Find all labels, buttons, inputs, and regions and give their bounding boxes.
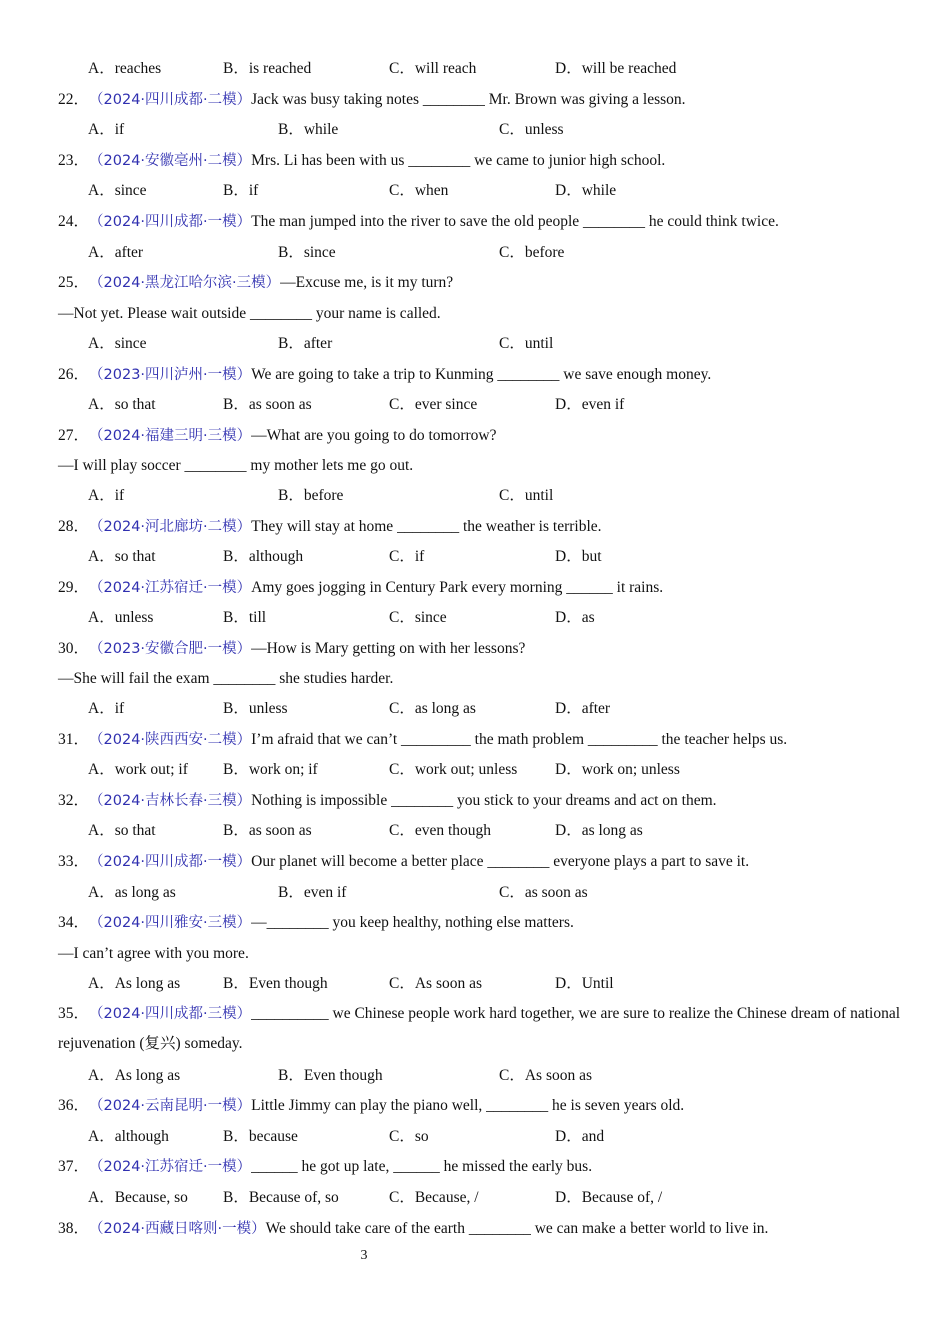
answer-options [88,547,888,567]
question-number: 37． [58,1158,90,1175]
question-text: —She will fail the exam ________ she studies harder. [58,670,394,687]
answer-option: B．after [278,335,333,352]
answer-option: A．reaches [88,60,162,77]
answer-option: B．till [223,609,267,626]
question-source: （2024·四川成都·二模） [89,92,252,108]
answer-option: D．after [555,700,611,717]
answer-option: C．before [499,244,565,261]
answer-option: D．as [555,609,595,626]
question-number: 27． [58,427,90,444]
answer-options [88,395,888,415]
answer-option: B．if [223,182,259,199]
answer-option: A．As long as [88,975,181,992]
dialogue-line [58,456,910,476]
answer-option: C．as long as [389,700,476,717]
answer-option: B．before [278,487,344,504]
answer-option: B．work on; if [223,761,318,778]
answer-option: A．As long as [88,1067,181,1084]
question-text: —What are you going to do tomorrow? [251,427,497,444]
question-text: Jack was busy taking notes ________ Mr. Brown was giving a lesson. [251,91,686,108]
question-number: 29． [58,579,90,596]
answer-option: A．if [88,700,125,717]
question-source: （2023·四川泸州·一模） [89,367,252,383]
question-source: （2024·江苏宿迁·一模） [89,1159,252,1175]
question-stem [58,426,910,446]
answer-options [88,59,888,79]
question-text: Little Jimmy can play the piano well, ________ he is seven years old. [251,1097,685,1114]
question-stem [58,151,910,171]
question-number: 38． [58,1220,90,1237]
answer-option: D．Because of, / [555,1189,663,1206]
answer-options [88,974,888,994]
question-text: ______ he got up late, ______ he missed the early bus. [251,1158,593,1175]
question-source: （2024·四川成都·一模） [89,854,252,870]
question-stem [58,852,910,872]
answer-options [88,760,888,780]
question-stem [58,273,910,293]
question-stem [58,791,910,811]
answer-option: D．as long as [555,822,643,839]
question-stem [58,1157,910,1177]
answer-options [88,883,888,903]
answer-option: C．so [389,1128,429,1145]
question-source: （2024·西藏日喀则·一模） [89,1221,266,1237]
answer-option: D．and [555,1128,605,1145]
question-stem [58,212,910,232]
answer-option: B．is reached [223,60,312,77]
answer-option: C．will reach [389,60,477,77]
question-text: __________ we Chinese people work hard together, we are sure to realize the Chinese dream of national rejuvenation (复兴) someday. [58,1005,901,1052]
answer-options [88,334,888,354]
question-number: 36． [58,1097,90,1114]
question-source: （2024·吉林长春·三模） [89,793,252,809]
question-stem [58,913,910,933]
question-number: 35． [58,1005,90,1022]
question-text: —________ you keep healthy, nothing else matters. [251,914,574,931]
answer-option: A．since [88,335,147,352]
question-text: —Not yet. Please wait outside ________ your name is called. [58,305,441,322]
question-text: —Excuse me, is it my turn? [280,274,454,291]
answer-option: C．Because, / [389,1189,479,1206]
answer-option: D．work on; unless [555,761,680,778]
answer-option: D．while [555,182,617,199]
answer-option: A．unless [88,609,154,626]
question-text: —I can’t agree with you more. [58,945,249,962]
question-number: 26． [58,366,90,383]
question-text: —How is Mary getting on with her lessons? [251,640,526,657]
answer-option: B．even if [278,884,347,901]
question-stem [58,639,910,659]
answer-options [88,699,888,719]
question-source: （2024·河北廊坊·二模） [89,519,252,535]
dialogue-line [58,304,910,324]
answer-option: B．because [223,1128,298,1145]
question-number: 30． [58,640,90,657]
question-stem [58,90,910,110]
question-source: （2024·福建三明·三模） [89,428,252,444]
question-number: 34． [58,914,90,931]
question-source: （2024·陕西西安·二模） [89,732,252,748]
answer-option: D．will be reached [555,60,677,77]
question-stem [58,1096,910,1116]
answer-option: C．As soon as [389,975,483,992]
answer-option: B．Because of, so [223,1189,339,1206]
question-number: 23． [58,152,90,169]
answer-option: A．if [88,121,125,138]
question-number: 25． [58,274,90,291]
answer-option: C．until [499,335,554,352]
question-stem [58,517,910,537]
answer-option: B．unless [223,700,288,717]
question-source: （2024·四川成都·一模） [89,214,252,230]
question-text: They will stay at home ________ the weather is terrible. [251,518,602,535]
answer-option: D．Until [555,975,614,992]
answer-option: A．so that [88,548,156,565]
answer-option: B．as soon as [223,822,312,839]
question-number: 22． [58,91,90,108]
question-text: I’m afraid that we can’t _________ the math problem _________ the teacher helps us. [251,731,788,748]
question-text: The man jumped into the river to save the old people ________ he could think twice. [251,213,779,230]
answer-option: B．while [278,121,339,138]
answer-option: A．after [88,244,144,261]
question-text: —I will play soccer ________ my mother lets me go out. [58,457,414,474]
question-stem [58,1219,910,1239]
answer-option: C．until [499,487,554,504]
answer-option: A．although [88,1128,169,1145]
answer-options [88,486,888,506]
question-source: （2024·黑龙江哈尔滨·三模） [89,275,281,291]
question-number: 31． [58,731,90,748]
question-source: （2024·云南昆明·一模） [89,1098,252,1114]
question-text: Mrs. Li has been with us ________ we came to junior high school. [251,152,666,169]
answer-option: C．As soon as [499,1067,593,1084]
answer-option: D．but [555,548,602,565]
page-number: 3 [360,1248,368,1263]
question-number: 24． [58,213,90,230]
answer-options [88,608,888,628]
answer-option: B．as soon as [223,396,312,413]
answer-option: C．if [389,548,425,565]
answer-options [88,181,888,201]
question-number: 33． [58,853,90,870]
question-text: We should take care of the earth ________ we can make a better world to live in. [265,1220,769,1237]
answer-option: A．as long as [88,884,176,901]
answer-options [88,1066,888,1086]
question-number: 32． [58,792,90,809]
answer-option: C．even though [389,822,492,839]
answer-option: D．even if [555,396,625,413]
answer-option: B．although [223,548,304,565]
answer-option: B．since [278,244,336,261]
answer-option: A．so that [88,822,156,839]
question-stem [58,578,910,598]
question-text: Nothing is impossible ________ you stick to your dreams and act on them. [251,792,717,809]
dialogue-line [58,944,910,964]
answer-option: A．since [88,182,147,199]
question-number: 28． [58,518,90,535]
question-source: （2024·安徽亳州·二模） [89,153,252,169]
answer-option: A．if [88,487,125,504]
answer-option: A．so that [88,396,156,413]
answer-options [88,1188,888,1208]
answer-options [88,1127,888,1147]
question-text: Amy goes jogging in Century Park every morning ______ it rains. [251,579,664,596]
question-text: We are going to take a trip to Kunming ________ we save enough money. [251,366,712,383]
answer-option: A．work out; if [88,761,188,778]
question-stem [58,730,910,750]
dialogue-line [58,669,910,689]
question-stem [58,999,910,1059]
answer-option: C．work out; unless [389,761,518,778]
answer-option: C．when [389,182,449,199]
answer-option: B．Even though [278,1067,383,1084]
question-text: Our planet will become a better place ________ everyone plays a part to save it. [251,853,750,870]
answer-option: C．since [389,609,447,626]
question-source: （2024·四川成都·三模） [89,1006,252,1022]
question-source: （2023·安徽合肥·一模） [89,641,252,657]
question-source: （2024·四川雅安·三模） [89,915,252,931]
question-stem [58,365,910,385]
answer-options [88,120,888,140]
answer-option: C．unless [499,121,564,138]
answer-option: C．ever since [389,396,478,413]
answer-option: C．as soon as [499,884,588,901]
question-source: （2024·江苏宿迁·一模） [89,580,252,596]
answer-option: A．Because, so [88,1189,188,1206]
answer-options [88,821,888,841]
answer-options [88,243,888,263]
answer-option: B．Even though [223,975,328,992]
